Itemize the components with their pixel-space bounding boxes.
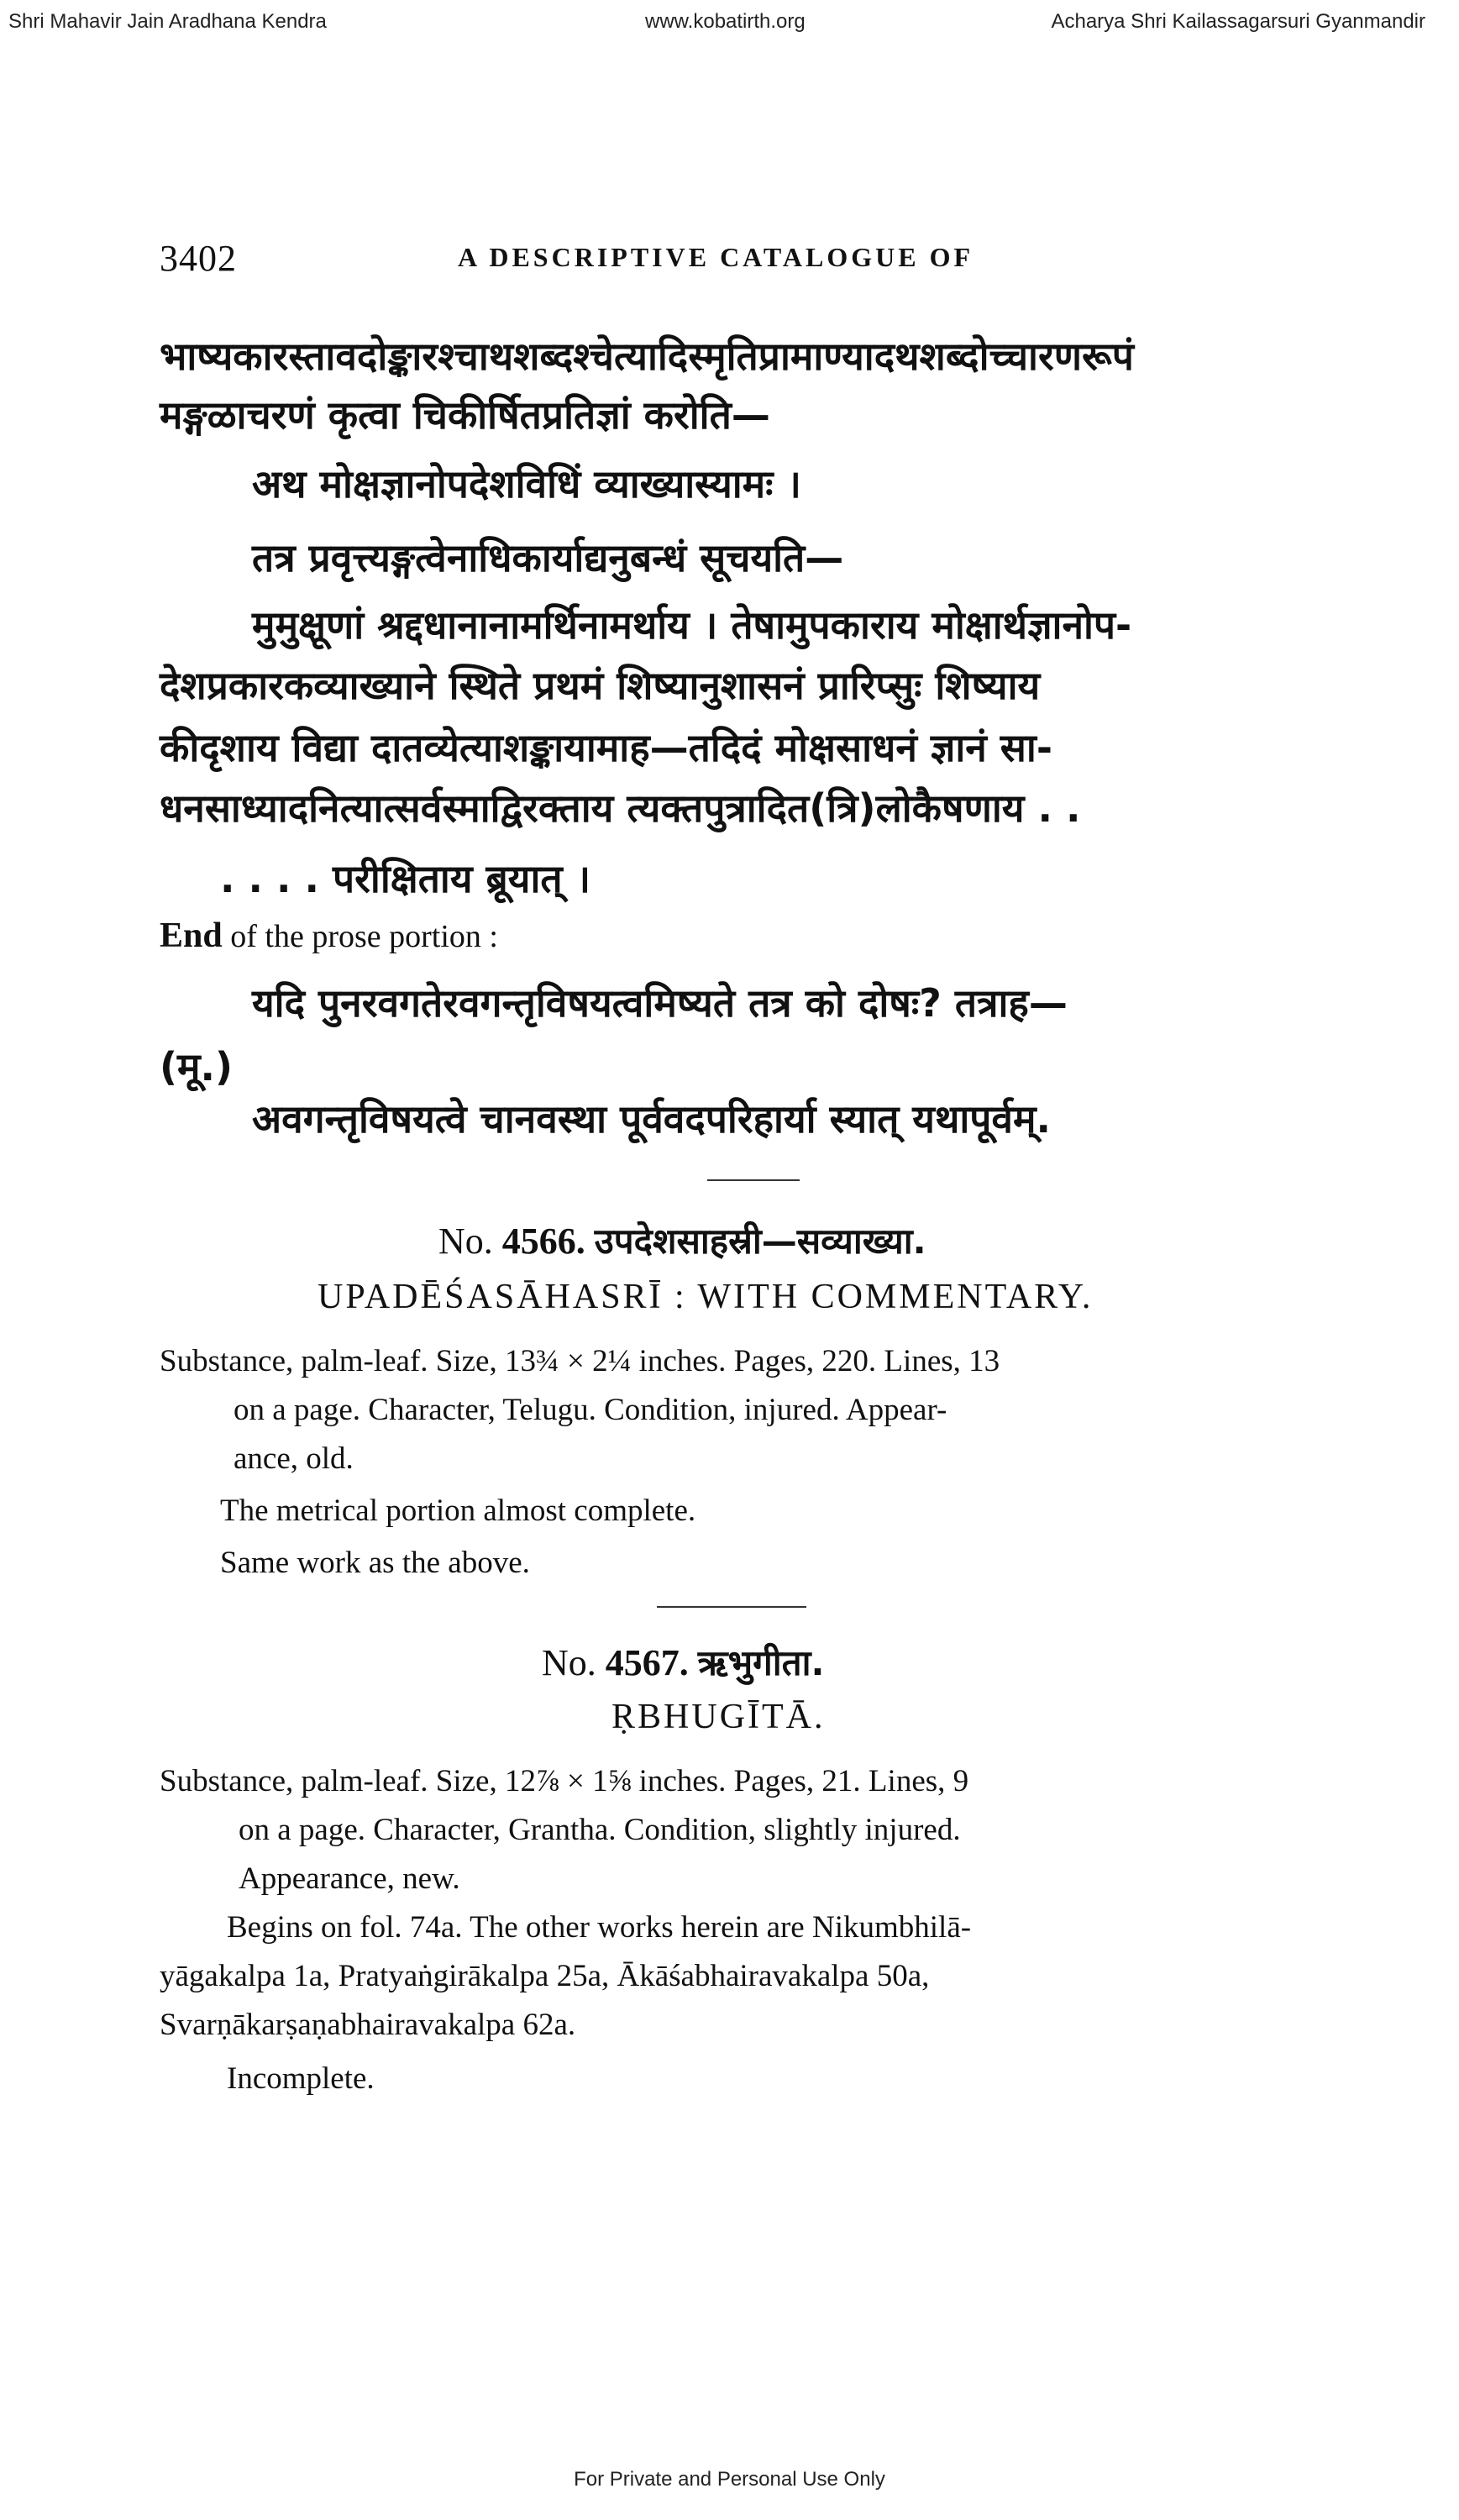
- entry-4567-note-2: yāgakalpa 1a, Pratyaṅgirākalpa 25a, Ākāśabhairavakalpa 50a,: [160, 1959, 930, 1993]
- entry-4566-deva-title: उपदेशसाहस्री—सव्याख्या.: [594, 1221, 926, 1262]
- entry-4566-desc-3: ance, old.: [234, 1441, 354, 1476]
- prose-line-1: भाष्यकारस्तावदोङ्कारश्चाथशब्दश्चेत्यादिस्मृतिप्रामाण्यादथशब्दोच्चारणरूपं: [160, 333, 1134, 379]
- entry-4567-note-4: Incomplete.: [227, 2061, 375, 2096]
- prose-line-7: कीदृशाय विद्या दातव्येत्याशङ्कायामाह—तदिदं मोक्षसाधनं ज्ञानं सा-: [160, 725, 1052, 770]
- entry-4566-roman-title: UPADĒŚASĀHASRĪ : WITH COMMENTARY.: [318, 1278, 1094, 1316]
- running-title: A DESCRIPTIVE CATALOGUE OF: [458, 242, 974, 272]
- prose-line-3: अथ मोक्षज्ञानोपदेशविधिं व्याख्यास्यामः ।: [252, 461, 801, 507]
- entry-4566-desc-2: on a page. Character, Telugu. Condition, injured. Appear-: [234, 1393, 947, 1427]
- end-line-2: (मू.): [160, 1044, 234, 1089]
- entry-4567-desc-3: Appearance, new.: [239, 1861, 460, 1896]
- entry-4567-number: 4567.: [605, 1642, 689, 1683]
- end-line-1: यदि पुनरवगतेरवगन्तृविषयत्वमिष्यते तत्र को दोषः? तत्राह—: [252, 980, 1068, 1026]
- prose-line-5: मुमुक्षूणां श्रद्दधानानामर्थिनामर्थाय । तेषामुपकाराय मोक्षार्थज्ञानोप-: [252, 602, 1132, 648]
- prose-line-9: . . . . परीक्षिताय ब्रूयात् ।: [220, 856, 591, 901]
- end-prose-label: [160, 916, 498, 956]
- prose-line-2: मङ्गळाचरणं कृत्वा चिकीर्षितप्रतिज्ञां करोति—: [160, 392, 770, 438]
- header-left-text: Shri Mahavir Jain Aradhana Kendra: [8, 10, 327, 33]
- prose-line-8: धनसाध्यादनित्यात्सर्वस्माद्विरक्ताय त्यक्तपुत्रादित(त्रि)लोकैषणाय . .: [160, 785, 1081, 831]
- entry-4567-desc-2: on a page. Character, Grantha. Condition, slightly injured.: [239, 1813, 961, 1847]
- entry-4566-number: 4566.: [501, 1221, 585, 1262]
- entry-4567-desc-1: Substance, palm-leaf. Size, 12⅞ × 1⅝ inches. Pages, 21. Lines, 9: [160, 1764, 969, 1798]
- section-divider-2: [657, 1606, 806, 1608]
- end-label-rest: of the prose portion :: [222, 919, 498, 954]
- entry-4567-no-label: No.: [542, 1642, 596, 1683]
- header-center-url: www.kobatirth.org: [645, 10, 806, 33]
- header-right-text: Acharya Shri Kailassagarsuri Gyanmandir: [1051, 10, 1425, 33]
- entry-4567-note-3: Svarṇākarṣaṇabhairavakalpa 62a.: [160, 2008, 576, 2042]
- entry-4567-deva-title: ऋभुगीता.: [697, 1642, 825, 1683]
- end-line-3: अवगन्तृविषयत्वे चानवस्था पूर्ववदपरिहार्या स्यात् यथापूर्वम्.: [252, 1096, 1051, 1142]
- prose-line-6: देशप्रकारकव्याख्याने स्थिते प्रथमं शिष्यानुशासनं प्रारिप्सुः शिष्याय: [160, 663, 1041, 708]
- entry-4567-heading: [542, 1638, 824, 1686]
- entry-4566-heading: [438, 1216, 926, 1264]
- end-label-bold: End: [160, 916, 223, 955]
- section-divider-1: [707, 1179, 800, 1181]
- prose-line-4: तत्र प्रवृत्त्यङ्गत्वेनाधिकार्याद्यनुबन्धं सूचयति—: [252, 535, 844, 580]
- entry-4567-note-1: Begins on fol. 74a. The other works herein are Nikumbhilā-: [227, 1910, 972, 1945]
- entry-4566-no-label: No.: [438, 1221, 493, 1262]
- entry-4566-desc-1: Substance, palm-leaf. Size, 13¾ × 2¼ inches. Pages, 220. Lines, 13: [160, 1344, 1000, 1378]
- footer-text: For Private and Personal Use Only: [574, 2468, 885, 2491]
- entry-4566-note-1: The metrical portion almost complete.: [220, 1494, 696, 1528]
- entry-4566-note-2: Same work as the above.: [220, 1546, 530, 1580]
- page-number: 3402: [160, 238, 237, 279]
- entry-4567-roman-title: ṚBHUGĪTĀ.: [611, 1698, 826, 1736]
